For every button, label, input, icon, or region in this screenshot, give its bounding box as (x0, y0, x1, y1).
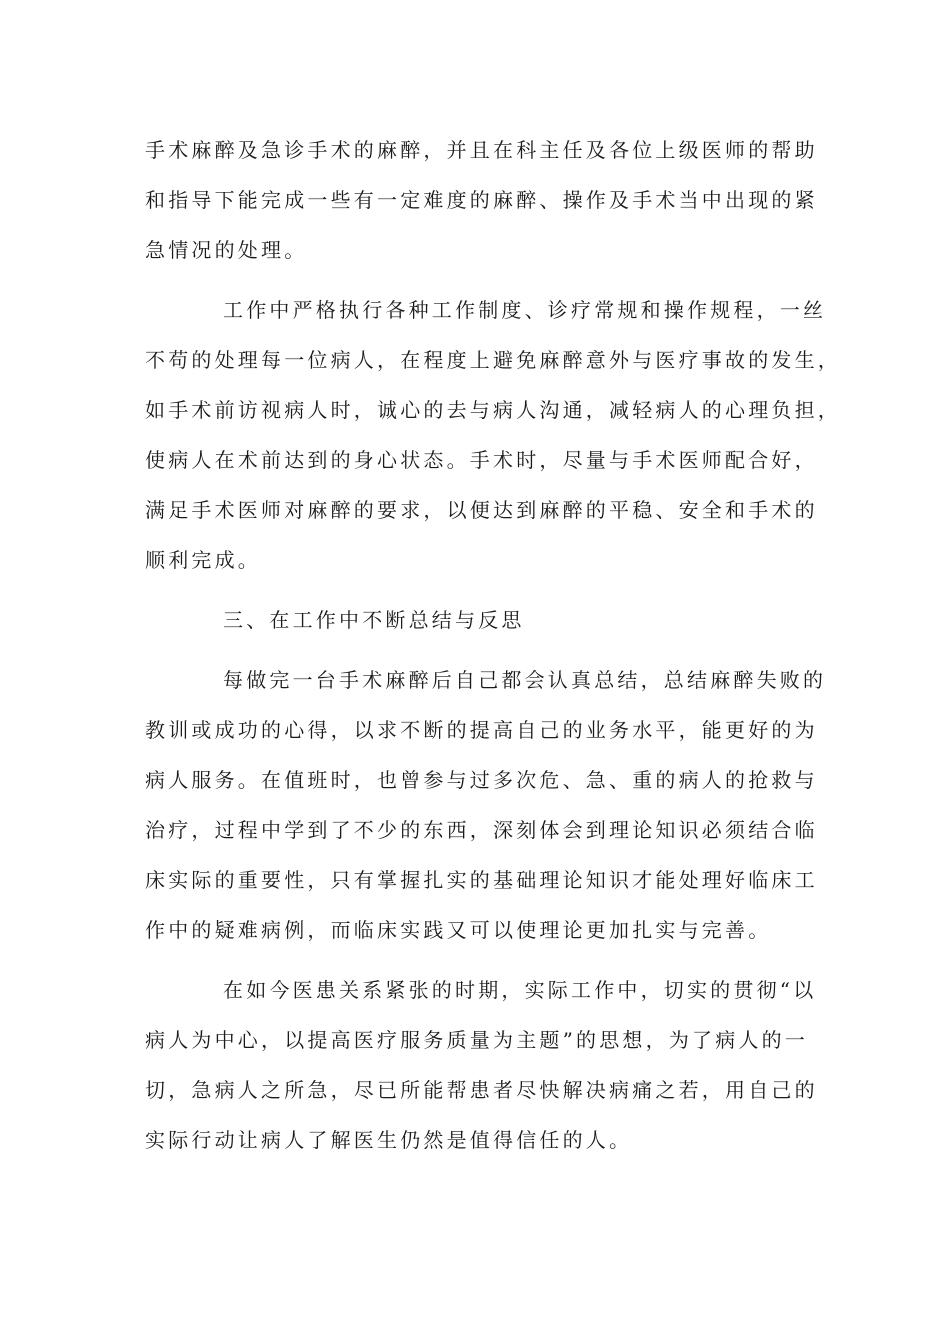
paragraph-2-line-4: 使病人在术前达到的身心状态。手术时，尽量与手术医师配合好， (145, 448, 818, 472)
paragraph-3-line-3: 病人服务。在值班时，也曾参与过多次危、急、重的病人的抢救与 (145, 768, 818, 792)
paragraph-4-line-1: 在如今医患关系紧张的时期，实际工作中，切实的贯彻“以 (223, 978, 817, 1002)
paragraph-1-line-1: 手术麻醉及急诊手术的麻醉，并且在科主任及各位上级医师的帮助 (145, 138, 818, 162)
paragraph-3-line-4: 治疗，过程中学到了不少的东西，深刻体会到理论知识必须结合临 (145, 818, 818, 842)
paragraph-3-line-5: 床实际的重要性，只有掌握扎实的基础理论知识才能处理好临床工 (145, 868, 818, 892)
paragraph-3-line-2: 教训或成功的心得，以求不断的提高自己的业务水平，能更好的为 (145, 718, 818, 742)
paragraph-3-line-6: 作中的疑难病例，而临床实践又可以使理论更加扎实与完善。 (145, 918, 772, 942)
paragraph-2-line-3: 如手术前访视病人时，诚心的去与病人沟通，减轻病人的心理负担， (145, 398, 841, 422)
paragraph-3-line-1: 每做完一台手术麻醉后自己都会认真总结，总结麻醉失败的 (223, 668, 827, 692)
paragraph-2-line-5: 满足手术医师对麻醉的要求，以便达到麻醉的平稳、安全和手术的 (145, 498, 818, 522)
paragraph-2-line-1: 工作中严格执行各种工作制度、诊疗常规和操作规程，一丝 (223, 298, 827, 322)
paragraph-4-line-2: 病人为中心，以提高医疗服务质量为主题”的思想，为了病人的一 (145, 1028, 809, 1052)
paragraph-4-line-3: 切，急病人之所急，尽已所能帮患者尽快解决病痛之若，用自己的 (145, 1078, 818, 1102)
paragraph-1-line-2: 和指导下能完成一些有一定难度的麻醉、操作及手术当中出现的紧 (145, 188, 818, 212)
paragraph-2-line-6: 顺利完成。 (145, 548, 261, 572)
paragraph-2-line-2: 不苟的处理每一位病人，在程度上避免麻醉意外与医疗事故的发生， (145, 348, 841, 372)
section-heading-3: 三、在工作中不断总结与反思 (223, 608, 525, 632)
paragraph-4-line-4: 实际行动让病人了解医生仍然是值得信任的人。 (145, 1128, 633, 1152)
paragraph-1-line-3: 急情况的处理。 (145, 238, 308, 262)
